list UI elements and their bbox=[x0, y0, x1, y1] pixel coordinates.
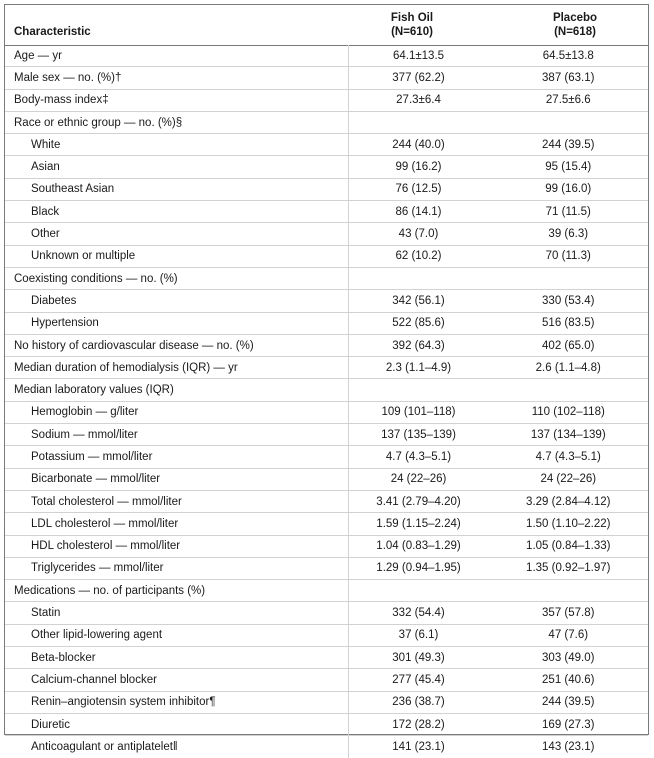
row-label: Beta-blocker bbox=[5, 647, 348, 669]
row-label: Age — yr bbox=[5, 45, 348, 67]
row-label: Sodium — mmol/liter bbox=[5, 424, 348, 446]
table-row bbox=[5, 424, 648, 446]
table-row bbox=[5, 557, 648, 579]
row-label: Coexisting conditions — no. (%) bbox=[5, 267, 348, 289]
placebo-value: 99 (16.0) bbox=[489, 178, 649, 200]
table-row bbox=[5, 401, 648, 423]
placebo-value: 330 (53.4) bbox=[489, 290, 649, 312]
placebo-value: 24 (22–26) bbox=[489, 468, 649, 490]
placebo-value: 137 (134–139) bbox=[489, 424, 649, 446]
fish-oil-value: 332 (54.4) bbox=[348, 602, 489, 624]
row-label: Black bbox=[5, 201, 348, 223]
table-row bbox=[5, 647, 648, 669]
fish-oil-value bbox=[348, 580, 489, 602]
table-row bbox=[5, 45, 648, 67]
table-row bbox=[5, 201, 648, 223]
table-body bbox=[5, 45, 648, 758]
fish-oil-value: 64.1±13.5 bbox=[348, 45, 489, 67]
fish-oil-count: (N=610) bbox=[391, 26, 433, 38]
placebo-count: (N=618) bbox=[554, 26, 596, 38]
table-row bbox=[5, 267, 648, 289]
row-label: Hemoglobin — g/liter bbox=[5, 401, 348, 423]
row-label: White bbox=[5, 134, 348, 156]
row-label: Body-mass index‡ bbox=[5, 89, 348, 111]
fish-oil-value: 37 (6.1) bbox=[348, 624, 489, 646]
table-row bbox=[5, 713, 648, 735]
placebo-value bbox=[489, 111, 649, 133]
table-row bbox=[5, 669, 648, 691]
row-label: Calcium-channel blocker bbox=[5, 669, 348, 691]
table-row bbox=[5, 357, 648, 379]
fish-oil-value: 86 (14.1) bbox=[348, 201, 489, 223]
placebo-value: 95 (15.4) bbox=[489, 156, 649, 178]
placebo-value: 303 (49.0) bbox=[489, 647, 649, 669]
placebo-value: 4.7 (4.3–5.1) bbox=[489, 446, 649, 468]
fish-oil-value: 43 (7.0) bbox=[348, 223, 489, 245]
fish-oil-value: 172 (28.2) bbox=[348, 713, 489, 735]
row-label: HDL cholesterol — mmol/liter bbox=[5, 535, 348, 557]
table-row bbox=[5, 156, 648, 178]
placebo-label: Placebo bbox=[552, 12, 598, 24]
table-row bbox=[5, 580, 648, 602]
fish-oil-value: 1.59 (1.15–2.24) bbox=[348, 513, 489, 535]
placebo-value: 39 (6.3) bbox=[489, 223, 649, 245]
row-label: Unknown or multiple bbox=[5, 245, 348, 267]
fish-oil-value: 342 (56.1) bbox=[348, 290, 489, 312]
row-label: Potassium — mmol/liter bbox=[5, 446, 348, 468]
fish-oil-value: 109 (101–118) bbox=[348, 401, 489, 423]
fish-oil-value: 236 (38.7) bbox=[348, 691, 489, 713]
placebo-value: 1.05 (0.84–1.33) bbox=[489, 535, 649, 557]
placebo-value: 2.6 (1.1–4.8) bbox=[489, 357, 649, 379]
fish-oil-value: 301 (49.3) bbox=[348, 647, 489, 669]
row-label: Other bbox=[5, 223, 348, 245]
fish-oil-value bbox=[348, 267, 489, 289]
fish-oil-header bbox=[352, 11, 472, 39]
row-label: Race or ethnic group — no. (%)§ bbox=[5, 111, 348, 133]
table-row bbox=[5, 334, 648, 356]
fish-oil-value bbox=[348, 111, 489, 133]
table-row bbox=[5, 691, 648, 713]
row-label: Other lipid-lowering agent bbox=[5, 624, 348, 646]
row-label: Medications — no. of participants (%) bbox=[5, 580, 348, 602]
row-label: Statin bbox=[5, 602, 348, 624]
table-row bbox=[5, 245, 648, 267]
table-row bbox=[5, 513, 648, 535]
placebo-value: 244 (39.5) bbox=[489, 134, 649, 156]
table-row bbox=[5, 624, 648, 646]
placebo-value bbox=[489, 580, 649, 602]
row-label: Diabetes bbox=[5, 290, 348, 312]
row-label: LDL cholesterol — mmol/liter bbox=[5, 513, 348, 535]
fish-oil-value: 24 (22–26) bbox=[348, 468, 489, 490]
row-label: Bicarbonate — mmol/liter bbox=[5, 468, 348, 490]
fish-oil-value: 27.3±6.4 bbox=[348, 89, 489, 111]
placebo-value: 143 (23.1) bbox=[542, 740, 595, 753]
row-label: Renin–angiotensin system inhibitor¶ bbox=[5, 691, 348, 713]
placebo-value: 516 (83.5) bbox=[489, 312, 649, 334]
fish-oil-label: Fish Oil bbox=[390, 12, 434, 24]
placebo-value: 47 (7.6) bbox=[489, 624, 649, 646]
placebo-value bbox=[489, 267, 649, 289]
table-row bbox=[5, 134, 648, 156]
placebo-value: 357 (57.8) bbox=[489, 602, 649, 624]
table-row bbox=[5, 602, 648, 624]
characteristics-table bbox=[5, 45, 648, 758]
row-label: Diuretic bbox=[5, 713, 348, 735]
characteristic-header: Characteristic bbox=[14, 26, 91, 38]
row-label: Total cholesterol — mmol/liter bbox=[5, 490, 348, 512]
row-label: Southeast Asian bbox=[5, 178, 348, 200]
placebo-value: 169 (27.3) bbox=[489, 713, 649, 735]
placebo-header bbox=[515, 11, 635, 39]
row-label: Median laboratory values (IQR) bbox=[5, 379, 348, 401]
fish-oil-value: 76 (12.5) bbox=[348, 178, 489, 200]
fish-oil-value: 141 (23.1) bbox=[392, 740, 445, 753]
table-header bbox=[5, 5, 648, 46]
fish-oil-value: 3.41 (2.79–4.20) bbox=[348, 490, 489, 512]
table-row bbox=[5, 490, 648, 512]
table-row bbox=[5, 111, 648, 133]
row-label: Male sex — no. (%)† bbox=[5, 67, 348, 89]
placebo-value: 27.5±6.6 bbox=[489, 89, 649, 111]
table-row bbox=[5, 312, 648, 334]
placebo-value: 71 (11.5) bbox=[489, 201, 649, 223]
placebo-value: 110 (102–118) bbox=[489, 401, 649, 423]
fish-oil-value: 99 (16.2) bbox=[348, 156, 489, 178]
fish-oil-value: 4.7 (4.3–5.1) bbox=[348, 446, 489, 468]
fish-oil-value: 2.3 (1.1–4.9) bbox=[348, 357, 489, 379]
fish-oil-value bbox=[348, 379, 489, 401]
fish-oil-value: 1.04 (0.83–1.29) bbox=[348, 535, 489, 557]
placebo-value: 3.29 (2.84–4.12) bbox=[489, 490, 649, 512]
row-label: Anticoagulant or antiplatelet‖ bbox=[5, 736, 348, 758]
fish-oil-value: 277 (45.4) bbox=[348, 669, 489, 691]
fish-oil-value: 244 (40.0) bbox=[348, 134, 489, 156]
row-label: Hypertension bbox=[5, 312, 348, 334]
table-row bbox=[5, 67, 648, 89]
table-row bbox=[5, 290, 648, 312]
placebo-value bbox=[489, 379, 649, 401]
placebo-value: 1.50 (1.10–2.22) bbox=[489, 513, 649, 535]
placebo-value: 244 (39.5) bbox=[489, 691, 649, 713]
fish-oil-value: 377 (62.2) bbox=[348, 67, 489, 89]
fish-oil-value: 392 (64.3) bbox=[348, 334, 489, 356]
row-label: Median duration of hemodialysis (IQR) — yr bbox=[5, 357, 348, 379]
placebo-value: 402 (65.0) bbox=[489, 334, 649, 356]
table-row bbox=[5, 223, 648, 245]
placebo-value: 251 (40.6) bbox=[489, 669, 649, 691]
row-label: Triglycerides — mmol/liter bbox=[5, 557, 348, 579]
fish-oil-value: 522 (85.6) bbox=[348, 312, 489, 334]
table-row bbox=[5, 178, 648, 200]
row-label: No history of cardiovascular disease — no. (%) bbox=[5, 334, 348, 356]
table-row bbox=[5, 379, 648, 401]
fish-oil-value: 1.29 (0.94–1.95) bbox=[348, 557, 489, 579]
row-label: Asian bbox=[5, 156, 348, 178]
placebo-value: 1.35 (0.92–1.97) bbox=[489, 557, 649, 579]
placebo-value: 387 (63.1) bbox=[489, 67, 649, 89]
table-row bbox=[5, 446, 648, 468]
table-row bbox=[5, 468, 648, 490]
fish-oil-value: 62 (10.2) bbox=[348, 245, 489, 267]
placebo-value: 64.5±13.8 bbox=[489, 45, 649, 67]
table-row bbox=[5, 535, 648, 557]
table-row bbox=[5, 89, 648, 111]
placebo-value: 70 (11.3) bbox=[489, 245, 649, 267]
fish-oil-value: 137 (135–139) bbox=[348, 424, 489, 446]
